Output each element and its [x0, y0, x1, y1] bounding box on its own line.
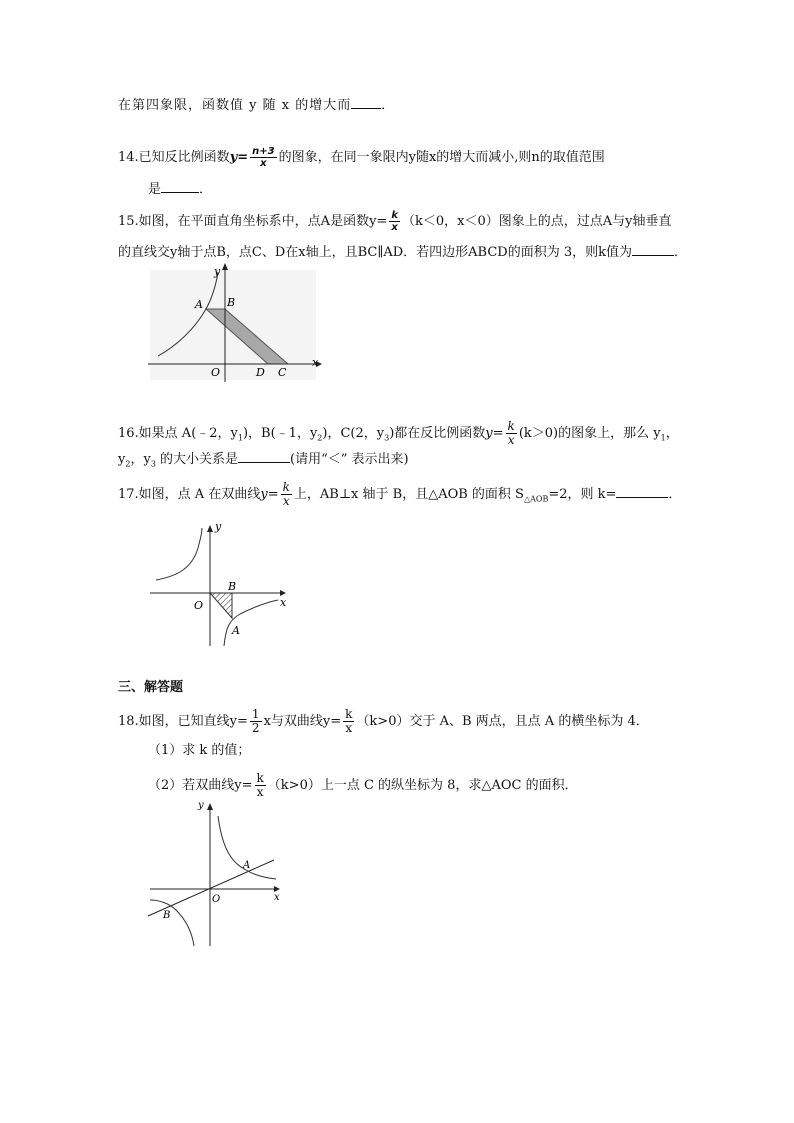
- q18-half-den: 2: [251, 721, 260, 735]
- q14-suffix: 的图象，在同一象限内y随x的增大而减小,则n的取值范围: [278, 150, 605, 165]
- q17-sub: △AOB: [523, 494, 549, 504]
- answer-blank[interactable]: [616, 485, 668, 498]
- q16-prefix: 16.如果点 A(﹣2，y: [118, 426, 238, 441]
- y-axis-arrow: [207, 525, 213, 532]
- q17-frac-den: x: [282, 494, 290, 508]
- q17-prefix: 17.如图，点 A 在双曲线: [118, 487, 261, 502]
- q16-fraction: [506, 420, 517, 447]
- hyperbola-branch-2nd-quadrant: [156, 528, 202, 580]
- y-axis-arrow: [207, 803, 213, 810]
- q16-var-y: y: [485, 426, 493, 441]
- q14-prefix: 14.已知反比例函数: [118, 150, 230, 165]
- label-x: x: [312, 356, 319, 369]
- answer-blank[interactable]: [238, 450, 290, 463]
- q14-fraction: [250, 146, 276, 169]
- q15-frac-num: k: [391, 210, 398, 221]
- sub-1: 1: [237, 433, 243, 443]
- q18-sub2: [148, 772, 578, 799]
- label-D: D: [256, 366, 265, 379]
- q18-frac-num: k: [345, 707, 353, 721]
- q18-sub2-frac-num: k: [256, 771, 264, 785]
- q18-line1: [118, 708, 649, 735]
- q14-eq: =: [237, 150, 249, 165]
- sub-4: 1: [660, 433, 666, 443]
- q15-line2-text: 的直线交y轴于点B，点C、D在x轴上，且BC∥AD．若四边形ABCD的面积为 3，则k值为: [118, 245, 632, 260]
- q18-half-num: 1: [251, 707, 260, 721]
- answer-blank[interactable]: [632, 243, 674, 256]
- q16-eq: =: [492, 426, 504, 441]
- label-B: B: [228, 580, 237, 593]
- period: ．: [668, 487, 682, 502]
- q18-suffix: （k>0）交于 A、B 两点，且点 A 的横坐标为 4．: [356, 714, 649, 729]
- q16-mid1: )，B(﹣1，y: [242, 426, 318, 441]
- answer-blank[interactable]: [351, 96, 381, 109]
- sub-3: 3: [384, 433, 390, 443]
- q13-tail-line: [118, 96, 394, 115]
- q16-line2a: y: [118, 452, 126, 467]
- line-y-half-x: [148, 860, 274, 916]
- q15-prefix: 15.如图，在平面直角坐标系中，点A是函数y=: [118, 214, 388, 229]
- q14-frac-den: x: [260, 158, 267, 169]
- hyperbola-branch-3rd-quadrant: [150, 900, 194, 946]
- label-A: A: [232, 624, 240, 637]
- label-x: x: [274, 892, 280, 903]
- y-axis-arrow: [222, 263, 228, 270]
- q17-mid: 上，AB⊥x 轴于 B，且△AOB 的面积 S: [293, 487, 524, 502]
- q13-tail-text: 在第四象限，函数值 y 随 x 的增大而: [118, 98, 352, 113]
- label-O: O: [211, 366, 221, 379]
- q16-line2: [118, 450, 409, 474]
- q16-line1: [118, 420, 679, 448]
- q17-frac-num: k: [282, 480, 290, 494]
- label-B: B: [163, 910, 171, 921]
- q17-tail: =2，则 k=: [548, 487, 617, 502]
- q16-line2b: ，y: [130, 452, 151, 467]
- q17-figure: [148, 518, 298, 650]
- q16-mid3: )都在反比例函数: [389, 426, 486, 441]
- q18-figure: [146, 796, 286, 948]
- q16-line2d: (请用“＜” 表示出来): [290, 452, 409, 467]
- label-y: y: [215, 520, 222, 533]
- q18-mid: x与双曲线y=: [263, 714, 342, 729]
- q17-line1: [118, 481, 681, 509]
- hatched-triangle: [210, 593, 232, 618]
- q17-eq: =: [267, 487, 279, 502]
- q17-fraction: [281, 481, 292, 508]
- label-O: O: [212, 894, 221, 905]
- q14-line1: [118, 146, 605, 169]
- q15-fraction: [389, 210, 400, 233]
- q16-tail: ，: [665, 426, 679, 441]
- q14-frac-num: n+3: [252, 146, 275, 157]
- period: ．: [674, 245, 688, 260]
- q18-sub2-frac-den: x: [256, 785, 264, 799]
- q16-frac-den: x: [507, 433, 515, 447]
- q15-suffix: （k＜0，x＜0）图象上的点，过点A与y轴垂直: [401, 214, 672, 229]
- answer-blank[interactable]: [161, 180, 199, 193]
- label-O: O: [194, 599, 204, 612]
- q15-frac-den: x: [391, 222, 398, 233]
- label-x: x: [280, 596, 287, 609]
- q16-suffix: (k＞0)的图象上，那么 y: [518, 426, 661, 441]
- q14-line2: [148, 180, 212, 199]
- q18-half-fraction: [250, 708, 262, 735]
- section-title: 三、解答题: [118, 680, 184, 695]
- label-y: y: [198, 800, 204, 811]
- q15-figure: [148, 260, 328, 384]
- q16-line2c: 的大小关系是: [155, 452, 239, 467]
- q18-fraction: [343, 708, 354, 735]
- q18-frac-den: x: [345, 721, 353, 735]
- q14-line2-text: 是: [148, 182, 162, 197]
- sub-6: 3: [150, 459, 156, 469]
- label-A: A: [195, 298, 203, 311]
- label-C: C: [278, 366, 287, 379]
- q18-prefix: 18.如图，已知直线y=: [118, 714, 248, 729]
- q15-line1: [118, 210, 671, 233]
- q18-sub2-prefix: （2）若双曲线y=: [148, 778, 253, 793]
- q18-sub2-suffix: （k>0）上一点 C 的纵坐标为 8，求△AOC 的面积．: [267, 778, 578, 793]
- q18-sub1: （1）求 k 的值；: [148, 743, 251, 758]
- q14-var-y: y: [229, 150, 238, 165]
- q16-frac-num: k: [507, 419, 515, 433]
- period: ．: [199, 182, 213, 197]
- period: ．: [381, 98, 395, 113]
- label-B: B: [227, 296, 236, 309]
- q18-sub2-fraction: [255, 772, 266, 799]
- sub-2: 2: [317, 433, 323, 443]
- sub-5: 2: [125, 459, 131, 469]
- q16-mid2: )，C(2，y: [322, 426, 385, 441]
- label-y: y: [214, 265, 221, 278]
- q17-var-y: y: [260, 487, 268, 502]
- label-A: A: [243, 860, 251, 871]
